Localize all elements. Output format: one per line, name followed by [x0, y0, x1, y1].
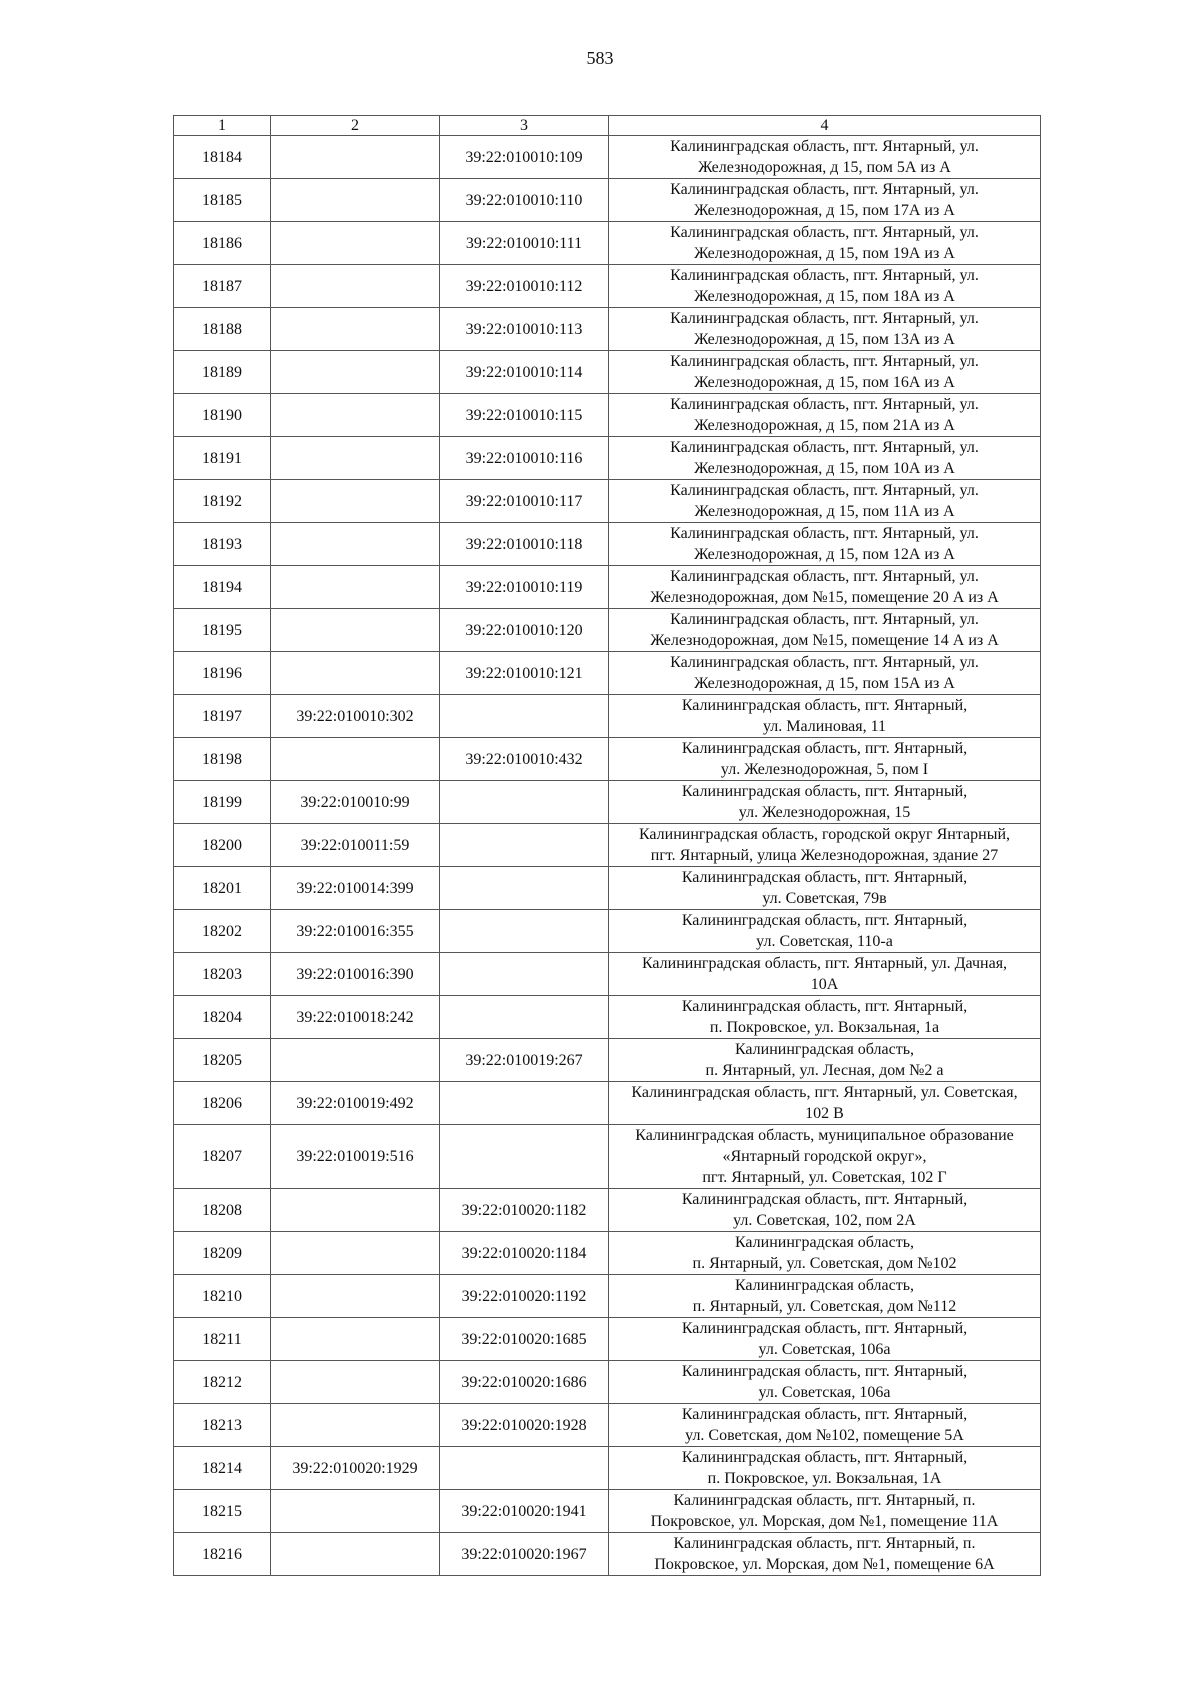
cadastral-number-cell: 39:22:010010:302 [271, 695, 440, 738]
cadastral-number-cell: 39:22:010010:112 [440, 265, 609, 308]
table-row [174, 1318, 1041, 1361]
cadastral-number-cell [440, 910, 609, 953]
address-line: Калининградская область, пгт. Янтарный, ул. Советская, [631, 1084, 1018, 1101]
row-number-cell: 18216 [174, 1533, 271, 1576]
address-cell [609, 867, 1041, 910]
row-number-cell: 18190 [174, 394, 271, 437]
row-number-cell: 18202 [174, 910, 271, 953]
address-line: Калининградская область, [734, 1277, 915, 1294]
address-line: «Янтарный городской округ», [722, 1148, 927, 1165]
address-line: Калининградская область, пгт. Янтарный, п. [673, 1492, 976, 1509]
cadastral-number-cell: 39:22:010020:1685 [440, 1318, 609, 1361]
address-line: Калининградская область, пгт. Янтарный, ул. [670, 138, 979, 155]
row-number-cell: 18185 [174, 179, 271, 222]
address-line: ул. Малиновая, 11 [762, 718, 887, 735]
table-row [174, 308, 1041, 351]
table-row [174, 351, 1041, 394]
address-line: ул. Советская, 102, пом 2А [733, 1212, 916, 1229]
cadastral-number-cell: 39:22:010010:120 [440, 609, 609, 652]
address-cell [609, 738, 1041, 781]
address-line: Железнодорожная, д 15, пом 17А из А [694, 202, 955, 219]
cadastral-number-cell [271, 394, 440, 437]
table-row [174, 523, 1041, 566]
row-number-cell: 18195 [174, 609, 271, 652]
table-row [174, 1232, 1041, 1275]
table-row [174, 1082, 1041, 1125]
address-line: п. Янтарный, ул. Советская, дом №112 [692, 1298, 957, 1315]
column-header-4: 4 [609, 116, 1041, 136]
row-number-cell: 18191 [174, 437, 271, 480]
row-number-cell: 18197 [174, 695, 271, 738]
table-row [174, 222, 1041, 265]
row-number-cell: 18205 [174, 1039, 271, 1082]
address-line: Железнодорожная, д 15, пом 18А из А [694, 288, 955, 305]
cadastral-number-cell [271, 609, 440, 652]
address-cell [609, 824, 1041, 867]
address-line: Калининградская область, пгт. Янтарный, ул. [670, 267, 979, 284]
row-number-cell: 18198 [174, 738, 271, 781]
cadastral-number-cell: 39:22:010020:1967 [440, 1533, 609, 1576]
table-row [174, 480, 1041, 523]
cadastral-number-cell [440, 953, 609, 996]
cadastral-number-cell [271, 222, 440, 265]
address-cell [609, 437, 1041, 480]
address-line: Калининградская область, городской округ Янтарный, [638, 826, 1011, 843]
row-number-cell: 18209 [174, 1232, 271, 1275]
row-number-cell: 18189 [174, 351, 271, 394]
cadastral-number-cell: 39:22:010019:267 [440, 1039, 609, 1082]
table-row [174, 566, 1041, 609]
address-cell [609, 1125, 1041, 1189]
row-number-cell: 18196 [174, 652, 271, 695]
cadastral-number-cell: 39:22:010010:109 [440, 136, 609, 179]
address-line: Калининградская область, пгт. Янтарный, ул. [670, 353, 979, 370]
table-row [174, 867, 1041, 910]
address-line: Калининградская область, пгт. Янтарный, [681, 1406, 968, 1423]
address-cell [609, 1318, 1041, 1361]
table-row [174, 609, 1041, 652]
address-line: п. Покровское, ул. Вокзальная, 1А [707, 1470, 942, 1487]
address-line: Калининградская область, пгт. Янтарный, п. [673, 1535, 976, 1552]
address-line: Калининградская область, муниципальное образование [635, 1127, 1014, 1144]
address-line: ул. Железнодорожная, 15 [738, 804, 911, 821]
cadastral-number-cell: 39:22:010016:390 [271, 953, 440, 996]
row-number-cell: 18199 [174, 781, 271, 824]
cadastral-number-cell [440, 867, 609, 910]
row-number-cell: 18194 [174, 566, 271, 609]
address-cell [609, 1404, 1041, 1447]
address-line: Железнодорожная, д 15, пом 12А из А [694, 546, 955, 563]
table-row [174, 1447, 1041, 1490]
table-row [174, 996, 1041, 1039]
cadastral-number-cell [271, 437, 440, 480]
address-line: ул. Советская, дом №102, помещение 5А [685, 1427, 964, 1444]
table-row [174, 910, 1041, 953]
cadastral-number-cell [271, 523, 440, 566]
address-cell [609, 1533, 1041, 1576]
cadastral-number-cell [271, 738, 440, 781]
row-number-cell: 18210 [174, 1275, 271, 1318]
address-cell [609, 953, 1041, 996]
cadastral-number-cell [440, 996, 609, 1039]
cadastral-number-cell: 39:22:010010:119 [440, 566, 609, 609]
address-line: п. Янтарный, ул. Лесная, дом №2 а [705, 1062, 944, 1079]
address-cell [609, 910, 1041, 953]
cadastral-number-cell [271, 136, 440, 179]
cadastral-number-cell: 39:22:010010:113 [440, 308, 609, 351]
address-line: Калининградская область, пгт. Янтарный, ул. [670, 654, 979, 671]
cadastral-number-cell: 39:22:010016:355 [271, 910, 440, 953]
cadastral-number-cell [440, 781, 609, 824]
table-row [174, 1361, 1041, 1404]
address-line: пгт. Янтарный, ул. Советская, 102 Г [702, 1169, 947, 1186]
cadastral-number-cell: 39:22:010020:1928 [440, 1404, 609, 1447]
cadastral-number-cell [271, 1490, 440, 1533]
cadastral-number-cell: 39:22:010020:1941 [440, 1490, 609, 1533]
address-cell [609, 179, 1041, 222]
row-number-cell: 18211 [174, 1318, 271, 1361]
table-row [174, 437, 1041, 480]
cadastral-number-cell [440, 1125, 609, 1189]
row-number-cell: 18200 [174, 824, 271, 867]
table-row [174, 781, 1041, 824]
table-row [174, 394, 1041, 437]
cadastral-number-cell [271, 179, 440, 222]
address-line: Железнодорожная, д 15, пом 15А из А [694, 675, 955, 692]
address-cell [609, 1082, 1041, 1125]
row-number-cell: 18204 [174, 996, 271, 1039]
cadastral-number-cell [271, 1039, 440, 1082]
address-line: Калининградская область, пгт. Янтарный, [681, 783, 968, 800]
address-line: п. Янтарный, ул. Советская, дом №102 [692, 1255, 957, 1272]
row-number-cell: 18208 [174, 1189, 271, 1232]
address-cell [609, 265, 1041, 308]
address-line: п. Покровское, ул. Вокзальная, 1а [709, 1019, 940, 1036]
cadastral-number-cell [440, 695, 609, 738]
cadastral-number-cell [271, 1361, 440, 1404]
table-row [174, 1039, 1041, 1082]
cadastral-number-cell: 39:22:010020:1686 [440, 1361, 609, 1404]
address-line: Железнодорожная, д 15, пом 11А из А [694, 503, 955, 520]
cadastral-number-cell: 39:22:010010:110 [440, 179, 609, 222]
table-row [174, 824, 1041, 867]
address-line: ул. Советская, 79в [762, 890, 887, 907]
address-line: Калининградская область, пгт. Янтарный, ул. [670, 439, 979, 456]
row-number-cell: 18213 [174, 1404, 271, 1447]
column-header-3: 3 [440, 116, 609, 136]
address-cell [609, 1361, 1041, 1404]
cadastral-number-cell [271, 308, 440, 351]
address-line: Покровское, ул. Морская, дом №1, помещение 6А [654, 1556, 995, 1573]
address-cell [609, 1490, 1041, 1533]
table-row [174, 695, 1041, 738]
address-cell [609, 351, 1041, 394]
address-cell [609, 480, 1041, 523]
row-number-cell: 18203 [174, 953, 271, 996]
address-line: Калининградская область, пгт. Янтарный, [681, 1320, 968, 1337]
address-line: Покровское, ул. Морская, дом №1, помещение 11А [650, 1513, 999, 1530]
address-line: Калининградская область, пгт. Янтарный, ул. Дачная, [641, 955, 1008, 972]
address-line: Железнодорожная, д 15, пом 5А из А [698, 159, 951, 176]
address-cell [609, 1039, 1041, 1082]
address-cell [609, 695, 1041, 738]
address-line: Железнодорожная, дом №15, помещение 14 А из А [650, 632, 999, 649]
row-number-cell: 18192 [174, 480, 271, 523]
cadastral-number-cell: 39:22:010014:399 [271, 867, 440, 910]
address-line: ул. Советская, 106а [758, 1341, 891, 1358]
address-cell [609, 1447, 1041, 1490]
cadastral-number-cell [271, 265, 440, 308]
address-line: 102 В [805, 1105, 844, 1122]
row-number-cell: 18193 [174, 523, 271, 566]
cadastral-number-cell [271, 652, 440, 695]
cadastral-number-cell: 39:22:010020:1929 [271, 1447, 440, 1490]
table-row [174, 265, 1041, 308]
address-line: Железнодорожная, д 15, пом 10А из А [694, 460, 955, 477]
row-number-cell: 18186 [174, 222, 271, 265]
header-row [174, 116, 1041, 136]
table-row [174, 652, 1041, 695]
address-line: Калининградская область, пгт. Янтарный, [681, 1449, 968, 1466]
address-line: ул. Советская, 106а [758, 1384, 891, 1401]
address-line: Калининградская область, пгт. Янтарный, [681, 912, 968, 929]
address-cell [609, 394, 1041, 437]
address-line: Калининградская область, пгт. Янтарный, ул. [670, 181, 979, 198]
cadastral-number-cell: 39:22:010010:114 [440, 351, 609, 394]
address-line: Калининградская область, пгт. Янтарный, [681, 1363, 968, 1380]
address-line: Калининградская область, [734, 1041, 915, 1058]
address-line: Калининградская область, пгт. Янтарный, ул. [670, 525, 979, 542]
row-number-cell: 18184 [174, 136, 271, 179]
address-line: Калининградская область, пгт. Янтарный, ул. [670, 568, 979, 585]
table-row [174, 738, 1041, 781]
row-number-cell: 18212 [174, 1361, 271, 1404]
page-number: 583 [586, 48, 614, 68]
table-row [174, 1490, 1041, 1533]
row-number-cell: 18207 [174, 1125, 271, 1189]
address-line: Железнодорожная, дом №15, помещение 20 А из А [650, 589, 999, 606]
cadastral-number-cell [271, 480, 440, 523]
address-cell [609, 222, 1041, 265]
row-number-cell: 18187 [174, 265, 271, 308]
address-line: 10А [810, 976, 839, 993]
table-row [174, 136, 1041, 179]
row-number-cell: 18188 [174, 308, 271, 351]
row-number-cell: 18215 [174, 1490, 271, 1533]
address-cell [609, 523, 1041, 566]
address-line: Калининградская область, [734, 1234, 915, 1251]
row-number-cell: 18206 [174, 1082, 271, 1125]
cadastral-number-cell [440, 824, 609, 867]
table-row [174, 179, 1041, 222]
address-line: Железнодорожная, д 15, пом 13А из А [694, 331, 955, 348]
registry-table [173, 115, 1041, 1576]
table-row [174, 1404, 1041, 1447]
cadastral-number-cell: 39:22:010010:115 [440, 394, 609, 437]
cadastral-number-cell: 39:22:010010:111 [440, 222, 609, 265]
cadastral-number-cell: 39:22:010018:242 [271, 996, 440, 1039]
table-body [174, 136, 1041, 1576]
column-header-2: 2 [271, 116, 440, 136]
cadastral-number-cell [271, 351, 440, 394]
cadastral-number-cell [440, 1447, 609, 1490]
address-cell [609, 609, 1041, 652]
address-line: Калининградская область, пгт. Янтарный, ул. [670, 396, 979, 413]
cadastral-number-cell: 39:22:010011:59 [271, 824, 440, 867]
cadastral-number-cell: 39:22:010020:1184 [440, 1232, 609, 1275]
cadastral-number-cell: 39:22:010019:492 [271, 1082, 440, 1125]
table-row [174, 1125, 1041, 1189]
address-cell [609, 566, 1041, 609]
cadastral-number-cell [271, 1189, 440, 1232]
cadastral-number-cell [271, 1232, 440, 1275]
address-line: Железнодорожная, д 15, пом 16А из А [694, 374, 955, 391]
address-line: Железнодорожная, д 15, пом 19А из А [694, 245, 955, 262]
address-cell [609, 1275, 1041, 1318]
cadastral-number-cell [271, 1275, 440, 1318]
address-line: Калининградская область, пгт. Янтарный, [681, 1191, 968, 1208]
cadastral-number-cell: 39:22:010020:1182 [440, 1189, 609, 1232]
address-line: Железнодорожная, д 15, пом 21А из А [694, 417, 955, 434]
address-line: Калининградская область, пгт. Янтарный, ул. [670, 310, 979, 327]
address-line: ул. Советская, 110-а [756, 933, 893, 950]
cadastral-number-cell [440, 1082, 609, 1125]
address-cell [609, 996, 1041, 1039]
address-cell [609, 781, 1041, 824]
address-cell [609, 1189, 1041, 1232]
address-line: Калининградская область, пгт. Янтарный, [681, 740, 968, 757]
cadastral-number-cell: 39:22:010010:116 [440, 437, 609, 480]
cadastral-number-cell: 39:22:010010:121 [440, 652, 609, 695]
cadastral-number-cell: 39:22:010019:516 [271, 1125, 440, 1189]
cadastral-number-cell: 39:22:010010:99 [271, 781, 440, 824]
address-line: Калининградская область, пгт. Янтарный, [681, 697, 968, 714]
cadastral-number-cell: 39:22:010020:1192 [440, 1275, 609, 1318]
cadastral-number-cell [271, 566, 440, 609]
address-line: Калининградская область, пгт. Янтарный, ул. [670, 224, 979, 241]
row-number-cell: 18214 [174, 1447, 271, 1490]
address-line: Калининградская область, пгт. Янтарный, [681, 869, 968, 886]
cadastral-number-cell [271, 1318, 440, 1361]
address-line: Калининградская область, пгт. Янтарный, [681, 998, 968, 1015]
table-row [174, 1275, 1041, 1318]
address-line: ул. Железнодорожная, 5, пом I [720, 761, 929, 778]
table-row [174, 1189, 1041, 1232]
cadastral-number-cell: 39:22:010010:117 [440, 480, 609, 523]
address-cell [609, 308, 1041, 351]
cadastral-number-cell [271, 1404, 440, 1447]
address-cell [609, 652, 1041, 695]
table-row [174, 1533, 1041, 1576]
table-row [174, 953, 1041, 996]
cadastral-number-cell: 39:22:010010:118 [440, 523, 609, 566]
address-cell [609, 136, 1041, 179]
row-number-cell: 18201 [174, 867, 271, 910]
address-line: Калининградская область, пгт. Янтарный, ул. [670, 611, 979, 628]
address-cell [609, 1232, 1041, 1275]
column-header-1: 1 [174, 116, 271, 136]
cadastral-number-cell [271, 1533, 440, 1576]
address-line: пгт. Янтарный, улица Железнодорожная, здание 27 [650, 847, 999, 864]
cadastral-number-cell: 39:22:010010:432 [440, 738, 609, 781]
address-line: Калининградская область, пгт. Янтарный, ул. [670, 482, 979, 499]
